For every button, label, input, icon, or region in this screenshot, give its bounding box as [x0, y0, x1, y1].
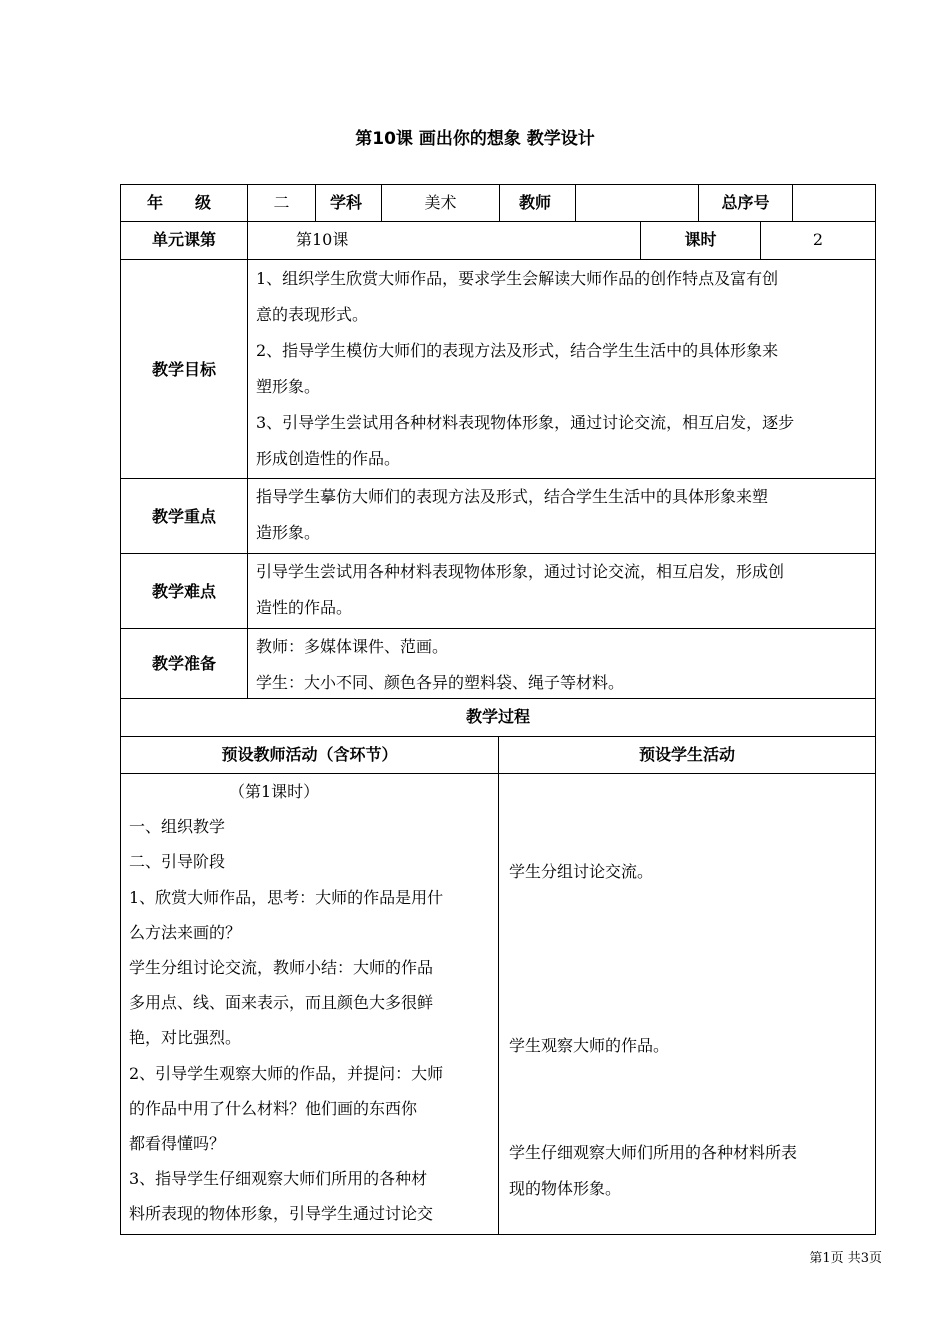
preparation-label: 教学准备	[120, 629, 247, 699]
difficulty-line: 引导学生尝试用各种材料表现物体形象，通过讨论交流，相互启发，形成创	[256, 562, 785, 581]
key-point-row	[120, 478, 876, 554]
key-point-line: 造形象。	[256, 523, 321, 542]
teacher-activity-line: 的作品中用了什么材料？他们画的东西你	[129, 1098, 418, 1118]
period-label: 课时	[640, 222, 760, 260]
teacher-activity-line: 都看得懂吗？	[129, 1134, 226, 1154]
subject-value: 美术	[381, 185, 499, 222]
teacher-activity-header: 预设教师活动（含环节）	[120, 737, 498, 774]
teacher-activity-line: 学生分组讨论交流，教师小结：大师的作品	[129, 958, 434, 978]
serial-label: 总序号	[698, 185, 792, 222]
document-title: 第10课 画出你的想象 教学设计	[355, 129, 595, 149]
teacher-activity-line: （第1课时）	[229, 782, 320, 801]
process-content-row	[120, 773, 876, 1235]
teacher-activity-cell	[120, 774, 498, 1234]
student-activity-item: 现的物体形象。	[509, 1179, 622, 1198]
student-activity-cell	[498, 774, 876, 1234]
student-activity-item: 学生仔细观察大师们所用的各种材料所表	[509, 1143, 798, 1162]
preparation-text	[247, 629, 876, 699]
objective-line: 意的表现形式。	[256, 305, 369, 324]
preparation-line: 学生：大小不同、颜色各异的塑料袋、绳子等材料。	[256, 673, 625, 692]
period-value: 2	[760, 222, 876, 260]
header-row-2	[120, 221, 876, 260]
teacher-activity-line: 二、引导阶段	[129, 852, 226, 872]
difficulty-line: 造性的作品。	[256, 598, 353, 617]
teacher-activity-line: 多用点、线、面来表示，而且颜色大多很鲜	[129, 993, 434, 1013]
unit-label: 单元课第	[120, 222, 247, 260]
objective-line: 形成创造性的作品。	[256, 449, 401, 468]
key-point-line: 指导学生摹仿大师们的表现方法及形式，结合学生生活中的具体形象来塑	[256, 487, 769, 506]
process-columns-row	[120, 736, 876, 774]
teacher-activity-line: 料所表现的物体形象，引导学生通过讨论交	[129, 1204, 434, 1224]
teacher-activity-line: 么方法来画的？	[129, 922, 242, 942]
process-heading: 教学过程	[120, 699, 876, 737]
teacher-activity-line: 3、指导学生仔细观察大师们所用的各种材	[129, 1169, 428, 1189]
student-activity-item: 学生观察大师的作品。	[509, 1036, 670, 1055]
preparation-row	[120, 628, 876, 699]
difficulty-label: 教学难点	[120, 554, 247, 629]
objectives-label: 教学目标	[120, 260, 247, 479]
key-point-label: 教学重点	[120, 479, 247, 554]
key-point-text	[247, 479, 876, 554]
difficulty-text	[247, 554, 876, 629]
difficulty-row	[120, 553, 876, 629]
unit-value: 第10课	[247, 222, 640, 260]
teacher-activity-line: 1、欣赏大师作品，思考：大师的作品是用什	[129, 887, 444, 907]
serial-value	[792, 185, 876, 222]
teacher-value	[575, 185, 698, 222]
subject-label: 学科	[315, 185, 381, 222]
objective-line: 2、指导学生模仿大师们的表现方法及形式，结合学生生活中的具体形象来	[256, 341, 779, 360]
student-activity-item: 学生分组讨论交流。	[509, 862, 654, 881]
teacher-activity-line: 一、组织教学	[129, 817, 226, 837]
header-row-1	[120, 184, 876, 222]
process-heading-row	[120, 698, 876, 737]
grade-label: 年 级	[120, 185, 247, 222]
objective-line: 3、引导学生尝试用各种材料表现物体形象，通过讨论交流，相互启发，逐步	[256, 413, 795, 432]
page-footer: 第1页 共3页	[809, 1251, 882, 1266]
teacher-activity-line: 艳，对比强烈。	[129, 1028, 242, 1048]
student-activity-header: 预设学生活动	[498, 737, 876, 774]
grade-value: 二	[247, 185, 315, 222]
preparation-line: 教师：多媒体课件、范画。	[256, 637, 449, 656]
objectives-row	[120, 259, 876, 479]
objective-line: 1、组织学生欣赏大师作品，要求学生会解读大师作品的创作特点及富有创	[256, 269, 779, 288]
teacher-activity-line: 2、引导学生观察大师的作品，并提问：大师	[129, 1063, 444, 1083]
teacher-label: 教师	[499, 185, 575, 222]
objective-line: 塑形象。	[256, 377, 321, 396]
objectives-text	[247, 260, 876, 479]
